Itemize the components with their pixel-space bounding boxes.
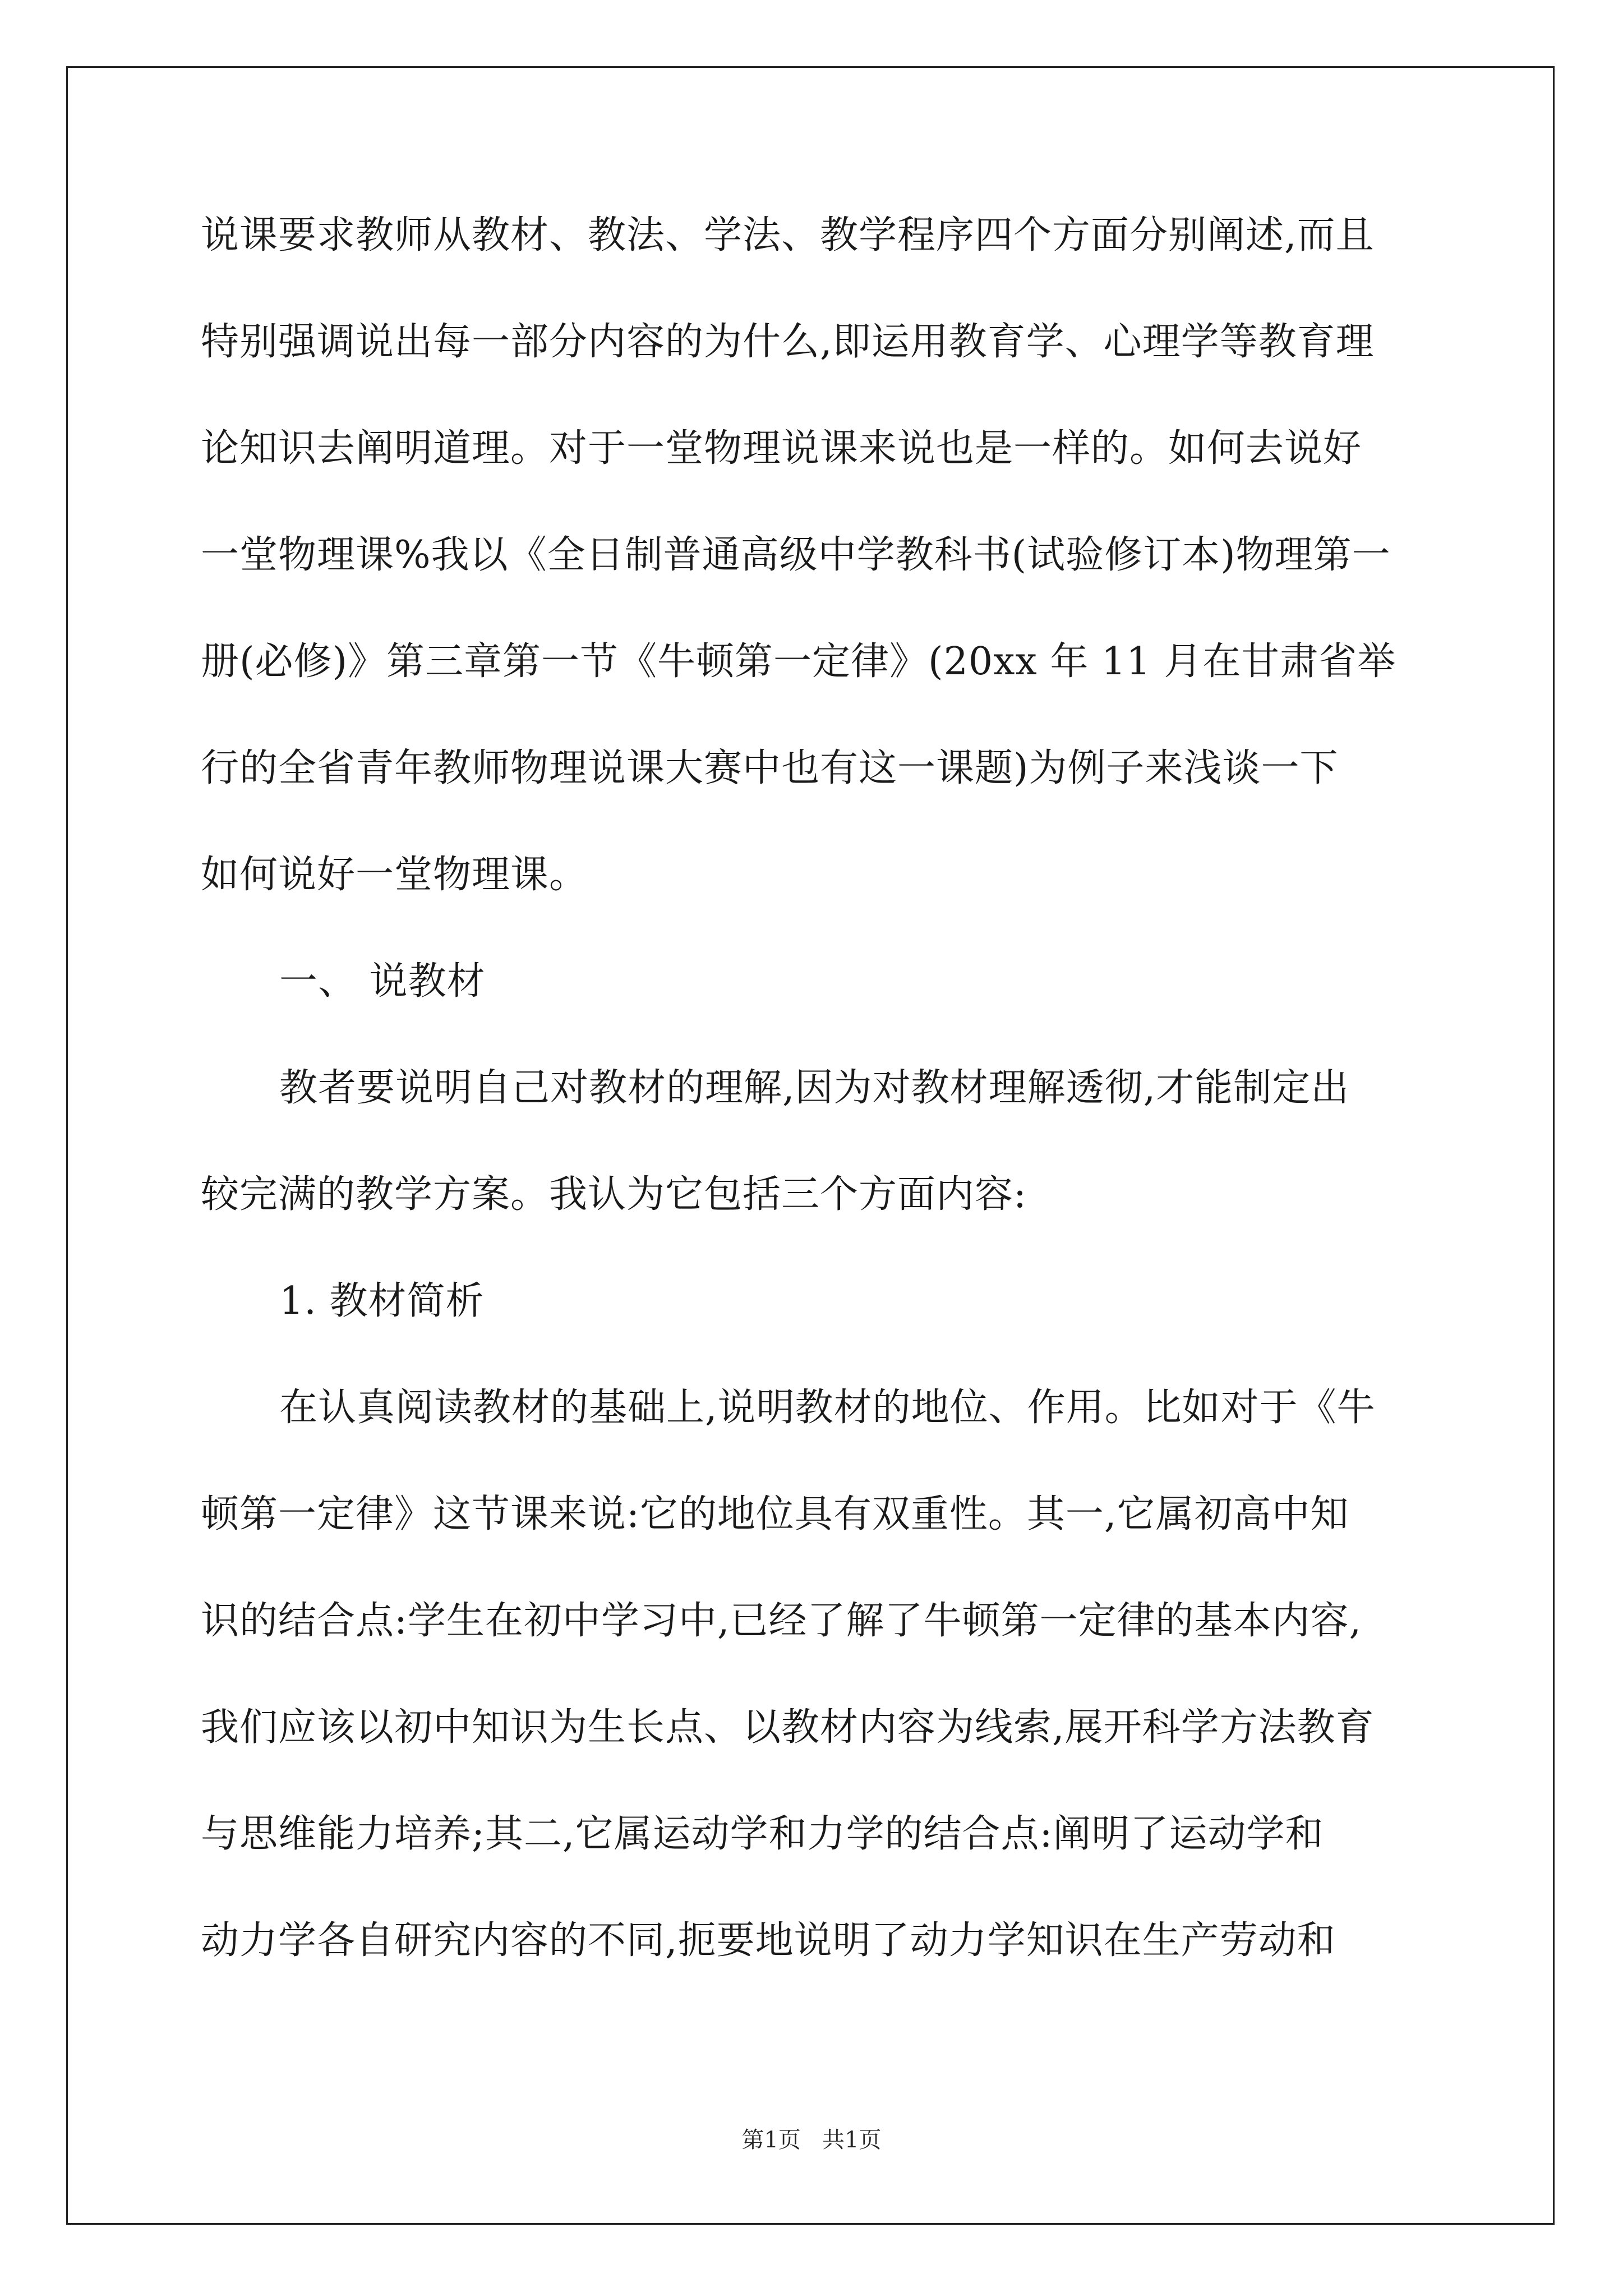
paragraph-start-line: 教者要说明自己对教材的理解,因为对教材理解透彻,才能制定出: [279, 1066, 1350, 1110]
text-line: 我们应该以初中知识为生长点、以教材内容为线索,展开科学方法教育: [201, 1705, 1375, 1750]
text-line: 册(必修)》第三章第一节《牛顿第一定律》(20xx 年 11 月在甘肃省举: [201, 639, 1396, 684]
text-line: 行的全省青年教师物理说课大赛中也有这一课题)为例子来浅谈一下: [201, 746, 1339, 790]
paragraph-start-line: 在认真阅读教材的基础上,说明教材的地位、作用。比如对于《牛: [279, 1386, 1376, 1430]
text-line: 说课要求教师从教材、教法、学法、教学程序四个方面分别阐述,而且: [201, 213, 1375, 257]
text-line: 较完满的教学方案。我认为它包括三个方面内容:: [201, 1172, 1027, 1217]
section-heading: 一、 说教材: [279, 959, 486, 1004]
text-line: 如何说好一堂物理课。: [201, 853, 588, 897]
text-line: 与思维能力培养;其二,它属运动学和力学的结合点:阐明了运动学和: [201, 1812, 1324, 1856]
text-line: 一堂物理课%我以《全日制普通高级中学教科书(试验修订本)物理第一: [201, 533, 1391, 577]
text-line: 动力学各自研究内容的不同,扼要地说明了动力学知识在生产劳动和: [201, 1918, 1336, 1963]
text-line: 顿第一定律》这节课来说:它的地位具有双重性。其一,它属初高中知: [201, 1492, 1349, 1536]
page-number-footer: 第1页 共1页: [741, 2127, 882, 2153]
document-body: [201, 210, 1423, 2022]
text-line: 识的结合点:学生在初中学习中,已经了解了牛顿第一定律的基本内容,: [201, 1599, 1362, 1643]
text-line: 特别强调说出每一部分内容的为什么,即运用教育学、心理学等教育理: [201, 320, 1375, 364]
subsection-heading: 1. 教材简析: [279, 1279, 485, 1323]
text-line: 论知识去阐明道理。对于一堂物理说课来说也是一样的。如何去说好: [201, 426, 1362, 471]
